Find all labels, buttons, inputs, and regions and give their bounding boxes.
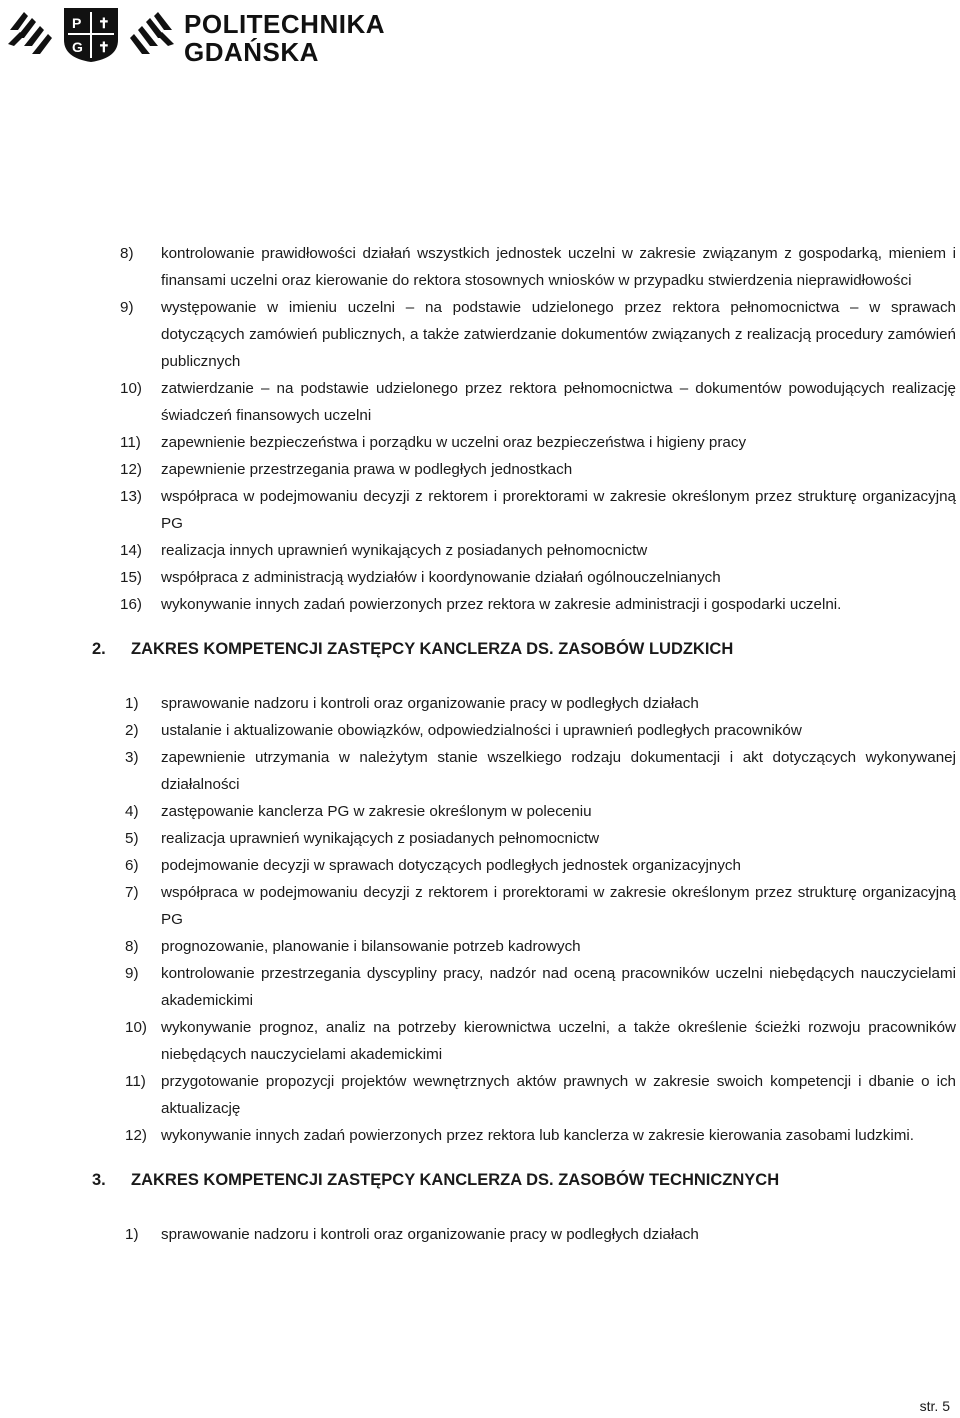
section-number: 2.	[92, 640, 106, 658]
page-number: str. 5	[919, 1398, 950, 1414]
list-item-number: 15)	[120, 569, 142, 586]
list-item	[0, 375, 960, 429]
list-item-text: prognozowanie, planowanie i bilansowanie potrzeb kadrowych	[161, 938, 581, 955]
list-item-number: 10)	[125, 1019, 147, 1036]
list-item	[0, 294, 960, 375]
list-item-number: 11)	[120, 434, 141, 451]
pg-shield-icon	[6, 4, 176, 64]
list-item-text: wykonywanie innych zadań powierzonych przez rektora w zakresie administracji i gospodarki uczelni.	[161, 596, 842, 613]
list-item-text: zapewnienie przestrzegania prawa w podległych jednostkach	[161, 461, 573, 478]
logo-line-1: POLITECHNIKA	[184, 9, 385, 39]
list-item	[0, 564, 960, 591]
list-item-text: kontrolowanie przestrzegania dyscypliny pracy, nadzór nad oceną pracowników uczelni niebędących nauczycielami akademickimi	[161, 965, 956, 1009]
list-item-number: 13)	[120, 488, 142, 505]
list-item	[0, 879, 960, 933]
list-item-text: zastępowanie kanclerza PG w zakresie określonym w poleceniu	[161, 803, 592, 820]
list-item-number: 12)	[120, 461, 142, 478]
list-item	[0, 933, 960, 960]
list-item-text: sprawowanie nadzoru i kontroli oraz organizowanie pracy w podległych działach	[161, 1226, 699, 1243]
list-item-number: 2)	[125, 722, 139, 739]
svg-text:✝: ✝	[98, 15, 110, 31]
list-item-text: wykonywanie prognoz, analiz na potrzeby kierownictwa uczelni, a także określenie ścieżki rozwoju pracowników niebędących nauczycielami akademickimi	[161, 1019, 956, 1063]
list-item	[0, 429, 960, 456]
list-item-text: sprawowanie nadzoru i kontroli oraz organizowanie pracy w podległych działach	[161, 695, 699, 712]
list-item-text: zapewnienie bezpieczeństwa i porządku w uczelni oraz bezpieczeństwa i higieny pracy	[161, 434, 747, 451]
list-item-text: zapewnienie utrzymania w należytym stanie wszelkiego rodzaju dokumentacji i akt dotyczących wykonywanej działalności	[161, 749, 956, 793]
list-item-number: 6)	[125, 857, 139, 874]
list-item-number: 8)	[120, 245, 134, 262]
list-item	[0, 960, 960, 1014]
section-title: ZAKRES KOMPETENCJI ZASTĘPCY KANCLERZA DS. ZASOBÓW LUDZKICH	[131, 640, 734, 658]
list-item	[0, 798, 960, 825]
list-item	[0, 1122, 960, 1149]
section-number: 3.	[92, 1171, 106, 1189]
list-item-text: współpraca w podejmowaniu decyzji z rektorem i prorektorami w zakresie określonym przez strukturę organizacyjną PG	[161, 488, 956, 532]
list-item	[0, 1068, 960, 1122]
list-item-text: przygotowanie propozycji projektów wewnętrznych aktów prawnych w zakresie swoich kompetencji i dbanie o ich aktualizację	[161, 1073, 956, 1117]
document-body	[0, 240, 960, 1248]
section-heading-3	[0, 1165, 960, 1195]
list-item	[0, 852, 960, 879]
list-item-text: kontrolowanie prawidłowości działań wszystkich jednostek uczelni w zakresie związanym z gospodarką, mieniem i finansami uczelni oraz kierowanie do rektora stosownych wniosków w przypadku stwierdzenia nieprawidłowości	[161, 245, 956, 289]
list-item-number: 4)	[125, 803, 139, 820]
list-item-text: występowanie w imieniu uczelni – na podstawie udzielonego przez rektora pełnomocnictwa – w sprawach dotyczących zamówień publicznych, a także zatwierdzanie dokumentów związanych z realizacją procedury zamówień publicznych	[161, 299, 956, 370]
logo-line-2: GDAŃSKA	[184, 37, 319, 67]
list-item	[0, 717, 960, 744]
list-item-text: współpraca w podejmowaniu decyzji z rektorem i prorektorami w zakresie określonym przez strukturę organizacyjną PG	[161, 884, 956, 928]
svg-text:✝: ✝	[98, 39, 110, 55]
list-item-number: 16)	[120, 596, 142, 613]
list-item-number: 10)	[120, 380, 142, 397]
list-item-number: 1)	[125, 1226, 139, 1243]
list-item-text: współpraca z administracją wydziałów i koordynowanie działań ogólnouczelnianych	[161, 569, 721, 586]
svg-text:G: G	[72, 39, 83, 55]
list-item-number: 11)	[125, 1073, 146, 1090]
duty-list-2	[0, 690, 960, 1149]
logo-wordmark	[184, 10, 385, 66]
list-item-number: 12)	[125, 1127, 147, 1144]
list-item-text: realizacja uprawnień wynikających z posiadanych pełnomocnictw	[161, 830, 600, 847]
list-item-number: 14)	[120, 542, 142, 559]
list-item	[0, 456, 960, 483]
list-item	[0, 1014, 960, 1068]
list-item-number: 5)	[125, 830, 139, 847]
list-item-text: podejmowanie decyzji w sprawach dotyczących podległych jednostek organizacyjnych	[161, 857, 741, 874]
list-item-number: 9)	[125, 965, 139, 982]
list-item-text: realizacja innych uprawnień wynikających z posiadanych pełnomocnictw	[161, 542, 648, 559]
list-item-number: 9)	[120, 299, 134, 316]
section-heading-2	[0, 634, 960, 664]
list-item	[0, 240, 960, 294]
list-item	[0, 744, 960, 798]
list-item-text: zatwierdzanie – na podstawie udzielonego przez rektora pełnomocnictwa – dokumentów powodujących realizację świadczeń finansowych uczelni	[161, 380, 956, 424]
svg-text:P: P	[72, 15, 82, 31]
list-item	[0, 690, 960, 717]
list-item	[0, 537, 960, 564]
list-item-text: ustalanie i aktualizowanie obowiązków, odpowiedzialności i uprawnień podległych pracowników	[161, 722, 802, 739]
list-item	[0, 591, 960, 618]
list-item-number: 8)	[125, 938, 139, 955]
list-item-number: 1)	[125, 695, 139, 712]
header	[6, 4, 426, 67]
duty-list-1	[0, 240, 960, 618]
list-item	[0, 1221, 960, 1248]
list-item-number: 3)	[125, 749, 139, 766]
list-item	[0, 825, 960, 852]
duty-list-3	[0, 1221, 960, 1248]
list-item-number: 7)	[125, 884, 139, 901]
section-title: ZAKRES KOMPETENCJI ZASTĘPCY KANCLERZA DS. ZASOBÓW TECHNICZNYCH	[131, 1171, 780, 1189]
list-item	[0, 483, 960, 537]
list-item-text: wykonywanie innych zadań powierzonych przez rektora lub kanclerza w zakresie kierowania zasobami ludzkimi.	[161, 1127, 914, 1144]
